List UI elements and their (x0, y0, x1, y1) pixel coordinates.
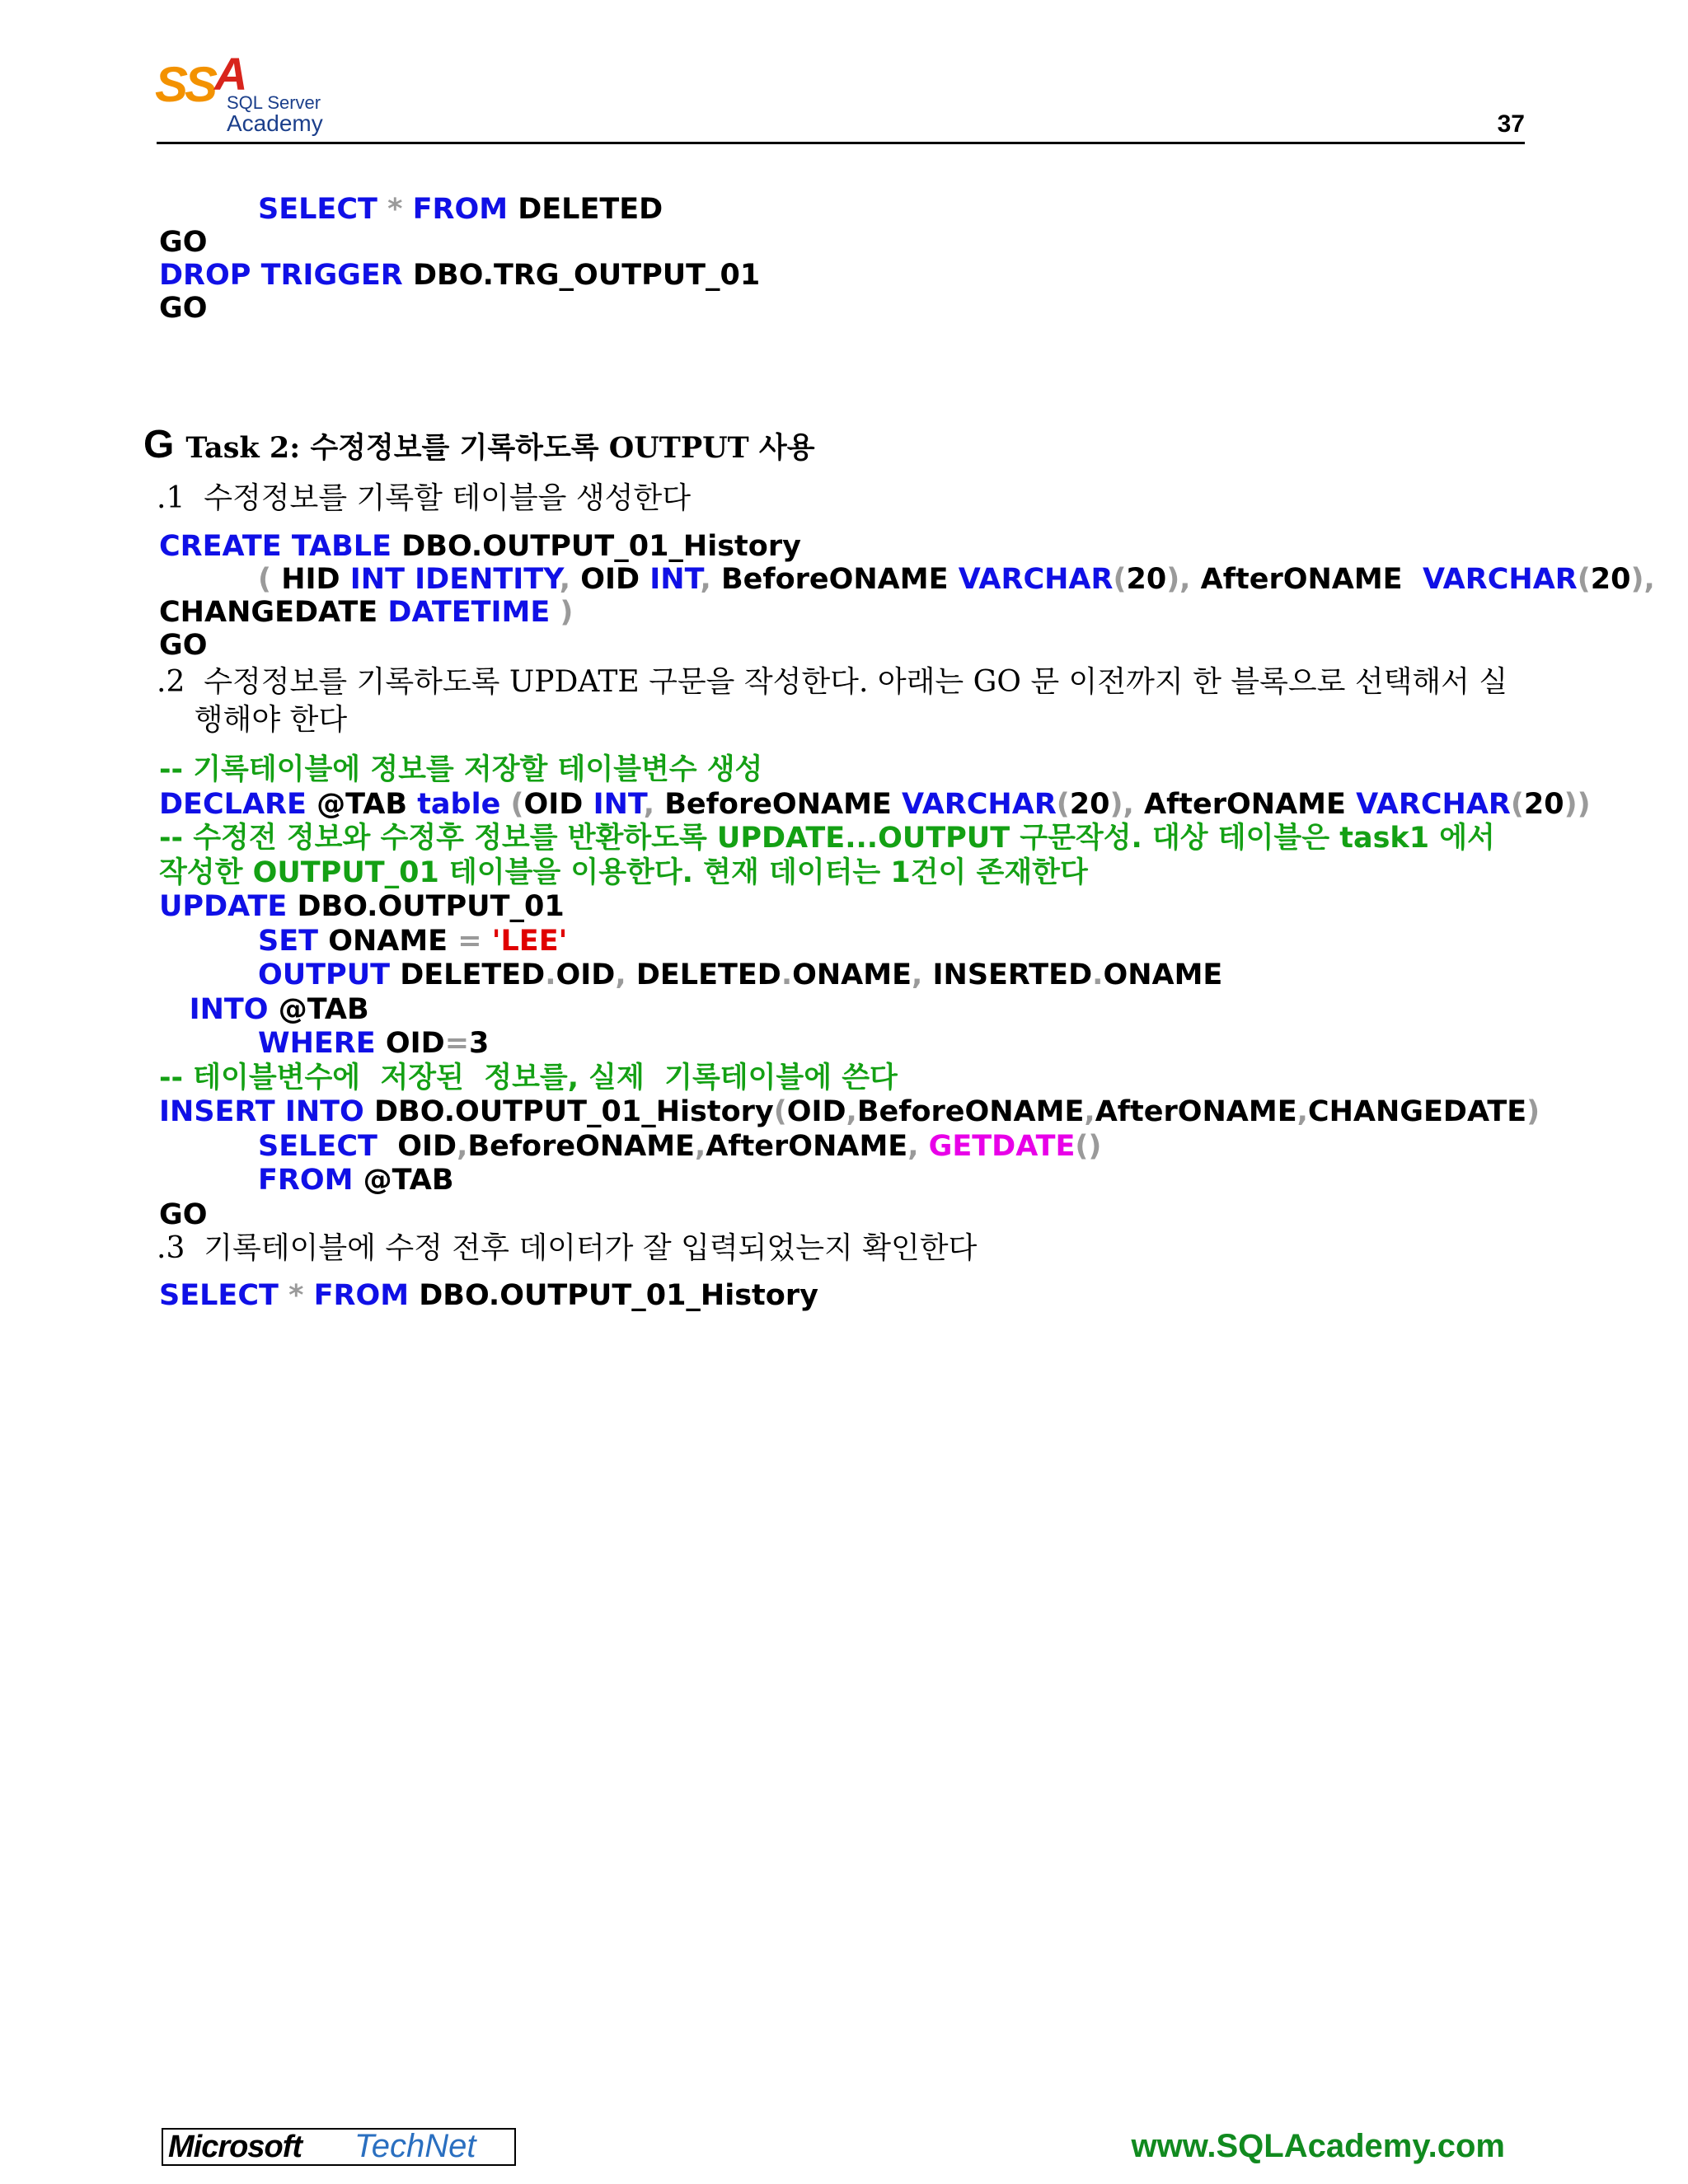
header-rule (157, 142, 1525, 144)
code-block-create-table: CREATE TABLE DBO.OUTPUT_01_History ( HID INT IDENTITY, OID INT, BeforeONAME VARCHAR(20), AfterONAME VARCHAR(20), CHANGEDATE DATETIME ) GO (159, 530, 1655, 662)
step-3-text: .3 기록테이블에 수정 전후 데이터가 잘 입력되었는지 확인한다 (157, 1231, 978, 1265)
technet-wordmark: TechNet (354, 2128, 476, 2164)
logo-text-line2: Academy (227, 110, 323, 136)
ssa-logo (148, 48, 338, 142)
microsoft-wordmark: Microsoft (168, 2130, 302, 2164)
code-block-update: -- 기록테이블에 정보를 저장할 테이블변수 생성 DECLARE @TAB table (OID INT, BeforeONAME VARCHAR(20), AfterONAME VARCHAR(20)) -- 수정전 정보와 수정후 정보를 반환하도록 UPDATE...OUTPUT 구문작성. 대상 테이블은 task1 에서 작성한 OUTPUT_01 테이블을 이용한다. 현재 데이터는 1건이 존재한다 UPDATE DBO.OUTPUT_01 SET ONAME = 'LEE' OUTPUT DELETED.OID, DELETED.ONAME, INSERTED.ONAME INTO @TAB WHERE OID=3 -- 테이블변수에 저장된 정보를, 실제 기록테이블에 쓴다 INSERT INTO DBO.OUTPUT_01_History(OID,BeforeONAME,AfterONAME,CHANGEDATE) SELECT OID,BeforeONAME,AfterONAME, GETDATE() FROM @TAB GO (159, 753, 1591, 1231)
footer-url[interactable]: www.SQLAcademy.com (1131, 2128, 1505, 2164)
logo-mark: SSA (155, 48, 245, 112)
logo-text-line1: SQL Server (227, 92, 321, 113)
code-block-top: SELECT * FROM DELETED GO DROP TRIGGER DBO.TRG_OUTPUT_01 GO (159, 193, 761, 325)
step-2-text: .2 수정정보를 기록하도록 UPDATE 구문을 작성한다. 아래는 GO 문 이전까지 한 블록으로 선택해서 실 행해야 한다 (157, 665, 1508, 737)
step-1-text: .1 수정정보를 기록할 테이블을 생성한다 (157, 481, 691, 515)
code-block-final-select: SELECT * FROM DBO.OUTPUT_01_History (159, 1279, 818, 1312)
task-heading (143, 422, 815, 467)
page-number: 37 (1497, 110, 1525, 138)
task-marker-icon: G (143, 423, 175, 466)
microsoft-technet-logo (162, 2128, 516, 2166)
task-title: Task 2: 수정정보를 기록하도록 OUTPUT 사용 (185, 431, 815, 465)
